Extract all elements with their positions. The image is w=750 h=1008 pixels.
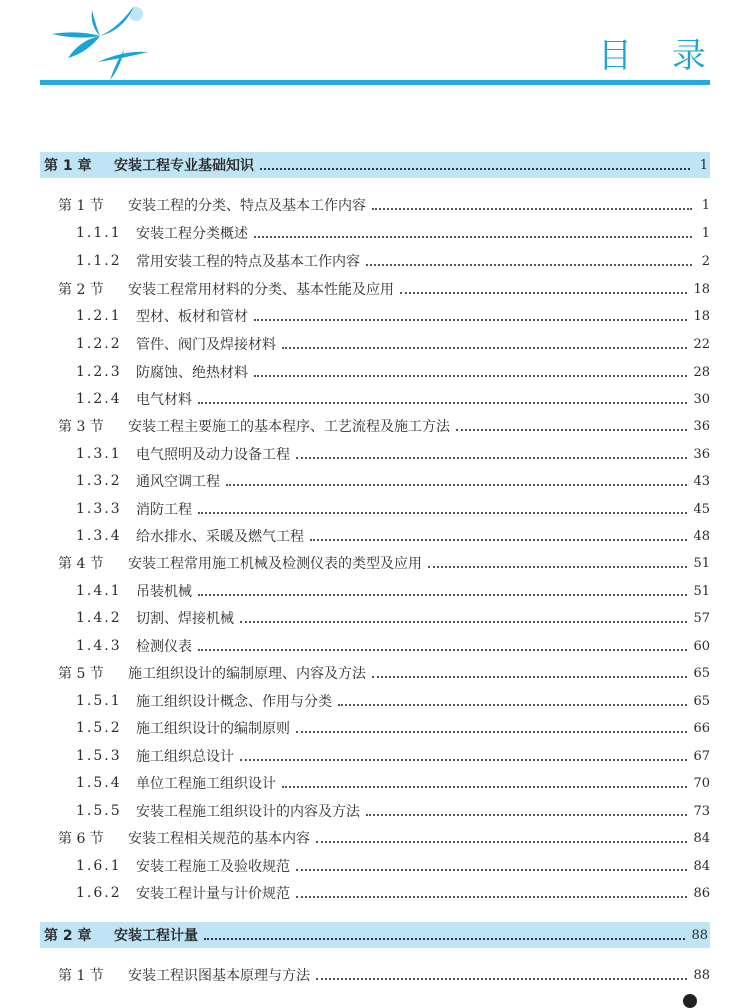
toc-subsection-row[interactable] [40, 359, 710, 385]
toc-entry-label [40, 746, 234, 766]
toc-page-number: 88 [691, 927, 708, 943]
toc-subsection-row[interactable] [40, 715, 710, 741]
toc-entry-number: 1.3.2 [76, 473, 122, 489]
toc-entry-number: 1.2.4 [76, 391, 122, 407]
dot-leader [296, 457, 687, 459]
dot-leader [198, 402, 687, 404]
toc-page-number: 30 [693, 391, 710, 407]
toc-entry-label [40, 718, 290, 738]
toc-entry-label [40, 801, 360, 821]
toc-page-number: 22 [693, 336, 710, 352]
toc-subsection-row[interactable] [40, 743, 710, 769]
dot-leader [254, 375, 687, 377]
dot-leader [338, 704, 687, 706]
toc-entry-title: 电气材料 [136, 392, 192, 408]
toc-entry-label [40, 553, 422, 573]
toc-entry-title: 施工组织总设计 [136, 749, 234, 765]
toc-entry-number: 第 2 节 [58, 282, 104, 298]
toc-subsection-row[interactable] [40, 880, 710, 906]
toc-entry-number: 1.2.2 [76, 336, 122, 352]
toc-subsection-row[interactable] [40, 523, 710, 549]
toc-page-number: 51 [693, 555, 710, 571]
toc-section-row[interactable] [40, 413, 710, 439]
toc-section-row[interactable] [40, 276, 710, 302]
toc-section-row[interactable] [40, 550, 710, 576]
toc-subsection-row[interactable] [40, 303, 710, 329]
toc-page-number: 1 [701, 225, 710, 241]
toc-entry-number: 1.1.1 [76, 225, 122, 241]
dot-leader [372, 208, 692, 210]
toc-page-number: 65 [693, 693, 710, 709]
dot-leader [282, 786, 687, 788]
toc-page-number: 36 [693, 418, 710, 434]
toc-entry-title: 单位工程施工组织设计 [136, 776, 276, 792]
toc-entry-label [40, 965, 310, 985]
toc-entry-number: 1.2.3 [76, 364, 122, 380]
toc-entry-title: 安装工程计量与计价规范 [136, 886, 290, 902]
toc-entry-title: 型材、板材和管材 [136, 309, 248, 325]
toc-page-number: 18 [693, 308, 710, 324]
dot-leader [198, 594, 687, 596]
toc-entry-number: 第 3 节 [58, 419, 104, 435]
toc-subsection-row[interactable] [40, 605, 710, 631]
toc-chapter-row[interactable] [40, 152, 710, 178]
toc-page-number: 1 [699, 157, 708, 173]
toc-entry-number: 1.6.2 [76, 885, 122, 901]
toc-entry-label [40, 526, 304, 546]
toc-entry-number: 第 4 节 [58, 556, 104, 572]
toc-subsection-row[interactable] [40, 386, 710, 412]
toc-section-row[interactable] [40, 962, 710, 988]
toc-entry-number: 第 1 节 [58, 198, 104, 214]
toc-entry-number: 1.1.2 [76, 253, 122, 269]
dot-leader [204, 938, 685, 940]
toc-entry-number: 1.4.3 [76, 638, 122, 654]
toc-entry-label [40, 883, 290, 903]
header-rule [40, 80, 710, 85]
toc-entry-label [40, 581, 192, 601]
toc-page-number: 86 [693, 885, 710, 901]
toc-entry-number: 1.5.5 [76, 803, 122, 819]
toc-entry-label [40, 636, 192, 656]
page-corner-mark [683, 994, 697, 1008]
toc-entry-title: 给水排水、采暖及燃气工程 [136, 529, 304, 545]
toc-entry-title: 施工组织设计的编制原理、内容及方法 [128, 666, 366, 682]
toc-entry-label [40, 608, 234, 628]
toc-entry-title: 电气照明及动力设备工程 [136, 447, 290, 463]
toc-entry-title: 安装工程识图基本原理与方法 [128, 968, 310, 984]
toc-subsection-row[interactable] [40, 496, 710, 522]
toc-entry-title: 安装工程计量 [114, 928, 198, 944]
toc-entry-title: 安装工程常用施工机械及检测仪表的类型及应用 [128, 556, 422, 572]
toc-entry-label [40, 663, 366, 683]
toc-page-number: 18 [693, 281, 710, 297]
dot-leader [254, 319, 687, 321]
toc-entry-number: 第 1 节 [58, 968, 104, 984]
toc-entry-label [40, 773, 276, 793]
toc-entry-number: 1.4.1 [76, 583, 122, 599]
toc-entry-number: 第 5 节 [58, 666, 104, 682]
toc-page-number: 57 [693, 610, 710, 626]
toc-page-number: 84 [693, 858, 710, 874]
toc-page-number: 1 [701, 197, 710, 213]
toc-entry-title: 施工组织设计的编制原则 [136, 721, 290, 737]
toc-page-number: 45 [693, 501, 710, 517]
dot-leader [366, 264, 692, 266]
toc-entry-title: 防腐蚀、绝热材料 [136, 365, 248, 381]
dot-leader [456, 429, 687, 431]
toc-page-number: 2 [701, 253, 710, 269]
toc-entry-label [40, 444, 290, 464]
toc-entry-number: 第 1 章 [44, 158, 92, 174]
toc-entry-number: 1.5.4 [76, 775, 122, 791]
toc-entry-label [40, 828, 310, 848]
toc-page-number: 60 [693, 638, 710, 654]
toc-entry-label [40, 251, 360, 271]
toc-entry-label [40, 389, 192, 409]
toc-entry-label [40, 925, 198, 945]
toc-subsection-row[interactable] [40, 688, 710, 714]
toc-entry-number: 1.5.1 [76, 693, 122, 709]
dot-leader [296, 731, 687, 733]
toc-subsection-row[interactable] [40, 248, 710, 274]
toc-entry-number: 1.5.2 [76, 720, 122, 736]
toc-entry-title: 吊装机械 [136, 584, 192, 600]
toc-entry-number: 1.5.3 [76, 748, 122, 764]
toc-entry-title: 安装工程施工组织设计的内容及方法 [136, 804, 360, 820]
dot-leader [400, 292, 687, 294]
toc-entry-label [40, 223, 248, 243]
toc-entry-title: 安装工程的分类、特点及基本工作内容 [128, 198, 366, 214]
toc-page-number: 48 [693, 528, 710, 544]
toc-page-number: 84 [693, 830, 710, 846]
toc-subsection-row[interactable] [40, 578, 710, 604]
toc-page-number: 43 [693, 473, 710, 489]
toc-page-number: 51 [693, 583, 710, 599]
dot-leader [260, 168, 690, 170]
toc-entry-title: 安装工程专业基础知识 [114, 158, 254, 174]
dot-leader [198, 649, 687, 651]
toc-subsection-row[interactable] [40, 798, 710, 824]
toc-entry-number: 1.6.1 [76, 858, 122, 874]
dot-leader [316, 978, 687, 980]
toc-entry-number: 1.4.2 [76, 610, 122, 626]
toc-subsection-row[interactable] [40, 853, 710, 879]
toc-entry-label [40, 279, 394, 299]
toc-entry-title: 通风空调工程 [136, 474, 220, 490]
dot-leader [372, 676, 687, 678]
toc-entry-title: 管件、阀门及焊接材料 [136, 337, 276, 353]
toc-entry-number: 1.3.4 [76, 528, 122, 544]
toc-entry-title: 安装工程分类概述 [136, 226, 248, 242]
toc-page-number: 65 [693, 665, 710, 681]
toc-chapter-row[interactable] [40, 922, 710, 948]
toc-entry-title: 施工组织设计概念、作用与分类 [136, 694, 332, 710]
toc-section-row[interactable] [40, 825, 710, 851]
toc-entry-label [40, 691, 332, 711]
toc-entry-title: 安装工程主要施工的基本程序、工艺流程及施工方法 [128, 419, 450, 435]
toc-entry-label [40, 155, 254, 175]
toc-entry-label [40, 306, 248, 326]
dot-leader [240, 621, 687, 623]
toc-subsection-row[interactable] [40, 441, 710, 467]
dot-leader [296, 869, 687, 871]
toc-entry-number: 第 6 节 [58, 831, 104, 847]
toc-entry-title: 消防工程 [136, 502, 192, 518]
dot-leader [198, 512, 687, 514]
toc-entry-label [40, 499, 192, 519]
toc-entry-label [40, 856, 290, 876]
toc-entry-title: 常用安装工程的特点及基本工作内容 [136, 254, 360, 270]
dot-leader [240, 759, 687, 761]
toc-entry-label [40, 195, 366, 215]
toc-page-number: 73 [693, 803, 710, 819]
dot-leader [282, 347, 687, 349]
toc-subsection-row[interactable] [40, 633, 710, 659]
toc-entry-number: 第 2 章 [44, 928, 92, 944]
toc-page-number: 88 [693, 967, 710, 983]
toc-subsection-row[interactable] [40, 770, 710, 796]
toc-entry-number: 1.3.3 [76, 501, 122, 517]
dot-leader [226, 484, 687, 486]
page-title: 目录 [598, 36, 746, 76]
dot-leader [316, 841, 687, 843]
toc-entry-label [40, 334, 276, 354]
toc-subsection-row[interactable] [40, 220, 710, 246]
toc-entry-title: 安装工程相关规范的基本内容 [128, 831, 310, 847]
toc-entry-title: 切割、焊接机械 [136, 611, 234, 627]
toc-page-number: 66 [693, 720, 710, 736]
toc-section-row[interactable] [40, 660, 710, 686]
dot-leader [254, 236, 692, 238]
dot-leader [296, 896, 687, 898]
toc-entry-title: 检测仪表 [136, 639, 192, 655]
dot-leader [310, 539, 687, 541]
toc-page-number: 70 [693, 775, 710, 791]
toc-entry-label [40, 471, 220, 491]
toc-entry-title: 安装工程常用材料的分类、基本性能及应用 [128, 282, 394, 298]
toc-entry-title: 安装工程施工及验收规范 [136, 859, 290, 875]
toc-subsection-row[interactable] [40, 468, 710, 494]
logo-icon [38, 0, 158, 82]
toc-subsection-row[interactable] [40, 331, 710, 357]
toc-entry-label [40, 362, 248, 382]
toc-entry-number: 1.2.1 [76, 308, 122, 324]
toc-page-number: 36 [693, 446, 710, 462]
toc-section-row[interactable] [40, 192, 710, 218]
dot-leader [366, 814, 687, 816]
toc-page-number: 67 [693, 748, 710, 764]
dot-leader [428, 566, 687, 568]
toc-entry-number: 1.3.1 [76, 446, 122, 462]
toc-entry-label [40, 416, 450, 436]
toc-page-number: 28 [693, 364, 710, 380]
